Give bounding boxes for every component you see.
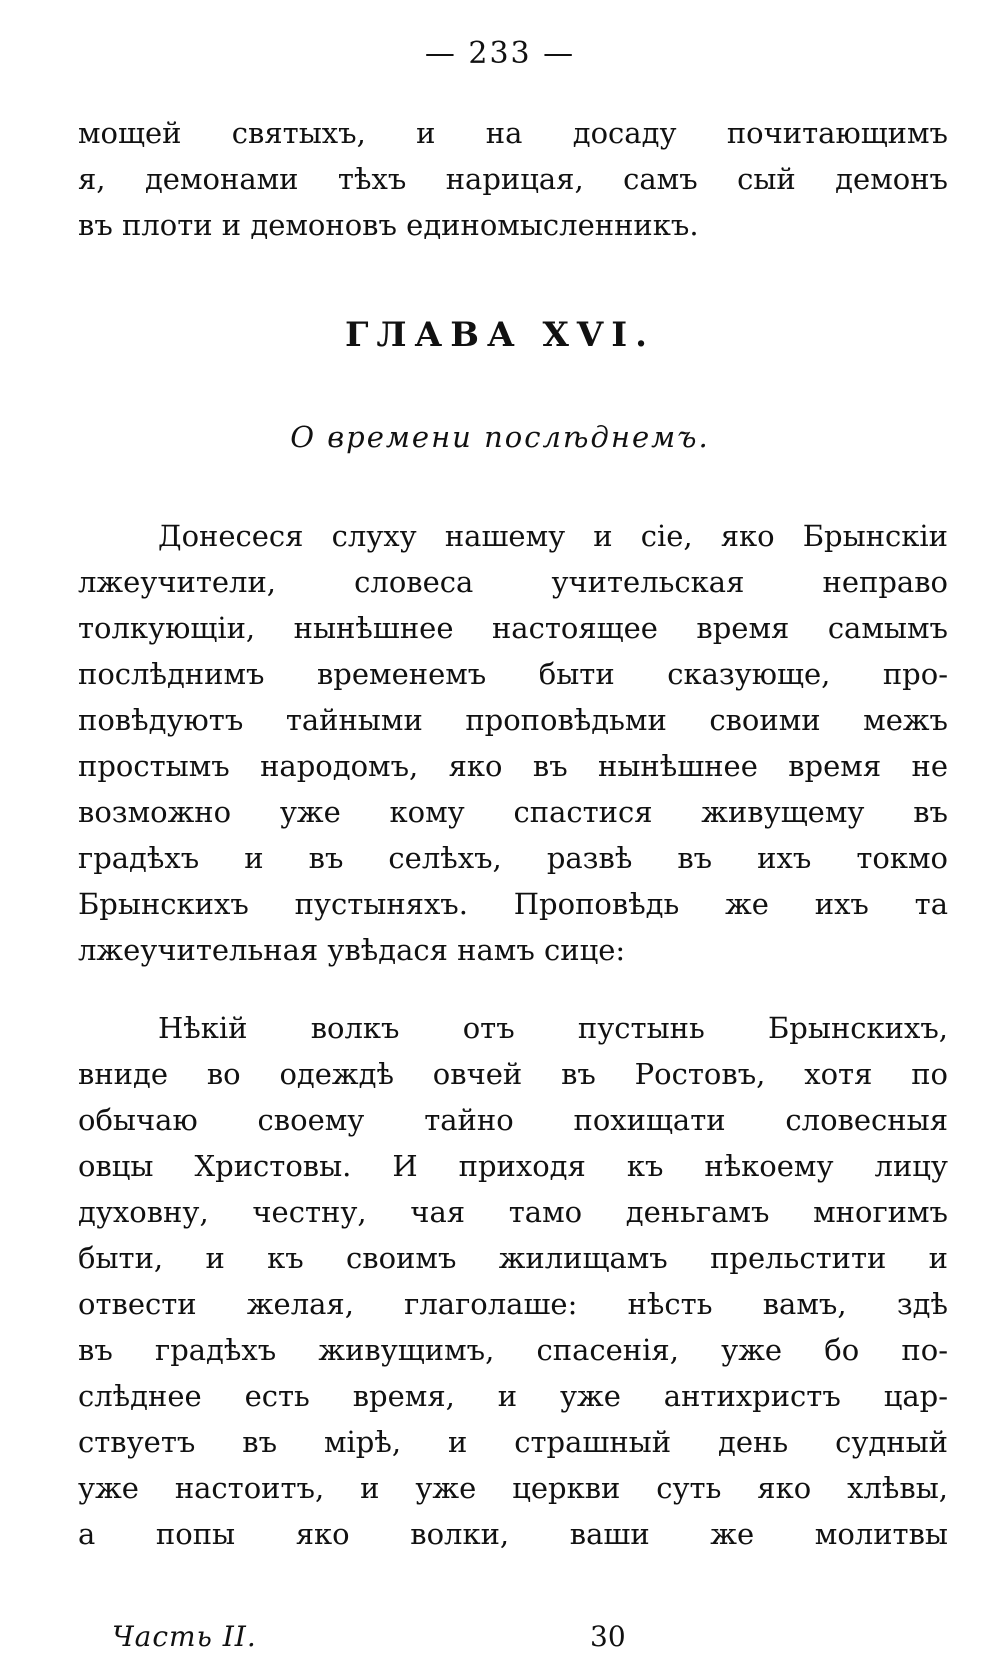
text-line: отвести желая, глаголаше: нѣсть вамъ, здѣ — [78, 1287, 948, 1321]
text-line: простымъ народомъ, яко въ нынѣшнее время не — [78, 749, 948, 783]
text-line: послѣднимъ временемъ быти сказующе, про- — [78, 657, 948, 691]
text-line: обычаю своему тайно похищати словесныя — [78, 1103, 948, 1137]
text-line: возможно уже кому спастися живущему въ — [78, 795, 948, 829]
text-line: слѣднее есть время, и уже антихристъ цар- — [78, 1379, 948, 1413]
footer-part-label: Часть II. — [112, 1620, 257, 1653]
text-line: быти, и къ своимъ жилищамъ прельстити и — [78, 1241, 948, 1275]
text-line: лжеучительная увѣдася намъ сице: — [78, 933, 626, 967]
footer-signature-mark: 30 — [590, 1620, 626, 1653]
text-line: уже настоитъ, и уже церкви суть яко хлѣвы, — [78, 1471, 948, 1505]
text-line: Брынскихъ пустыняхъ. Проповѣдь же ихъ та — [78, 887, 948, 921]
paragraph-1 — [78, 513, 948, 973]
text-line: повѣдуютъ тайными проповѣдьми своими межъ — [78, 703, 948, 737]
text-line: толкующіи, нынѣшнее настоящее время самымъ — [78, 611, 948, 645]
text-line: Донесеся слуху нашему и сіе, яко Брынскіи — [158, 519, 948, 553]
text-line: лжеучители, словеса учительская неправо — [78, 565, 948, 599]
text-line: я, демонами тѣхъ нарицая, самъ сый демонъ — [78, 162, 948, 196]
text-line: вниде во одеждѣ овчей въ Ростовъ, хотя по — [78, 1057, 948, 1091]
opening-text — [78, 110, 948, 248]
page-number: — 233 — — [424, 36, 576, 71]
text-line: въ градѣхъ живущимъ, спасенія, уже бо по- — [78, 1333, 948, 1367]
text-line: духовну, честну, чая тамо деньгамъ многимъ — [78, 1195, 948, 1229]
chapter-subtitle: О времени послѣднемъ. — [290, 420, 710, 454]
text-line: градѣхъ и въ селѣхъ, развѣ въ ихъ токмо — [78, 841, 948, 875]
text-line: а попы яко волки, ваши же молитвы — [78, 1517, 948, 1551]
chapter-title: ГЛАВА XVI. — [345, 315, 655, 355]
text-line: въ плоти и демоновъ единомысленникъ. — [78, 208, 699, 242]
text-line: мощей святыхъ, и на досаду почитающимъ — [78, 116, 948, 150]
paragraph-2 — [78, 1005, 948, 1557]
text-line: Нѣкій волкъ отъ пустынь Брынскихъ, — [158, 1011, 948, 1045]
text-line: овцы Христовы. И приходя къ нѣкоему лицу — [78, 1149, 948, 1183]
text-line: ствуетъ въ мірѣ, и страшный день судный — [78, 1425, 948, 1459]
